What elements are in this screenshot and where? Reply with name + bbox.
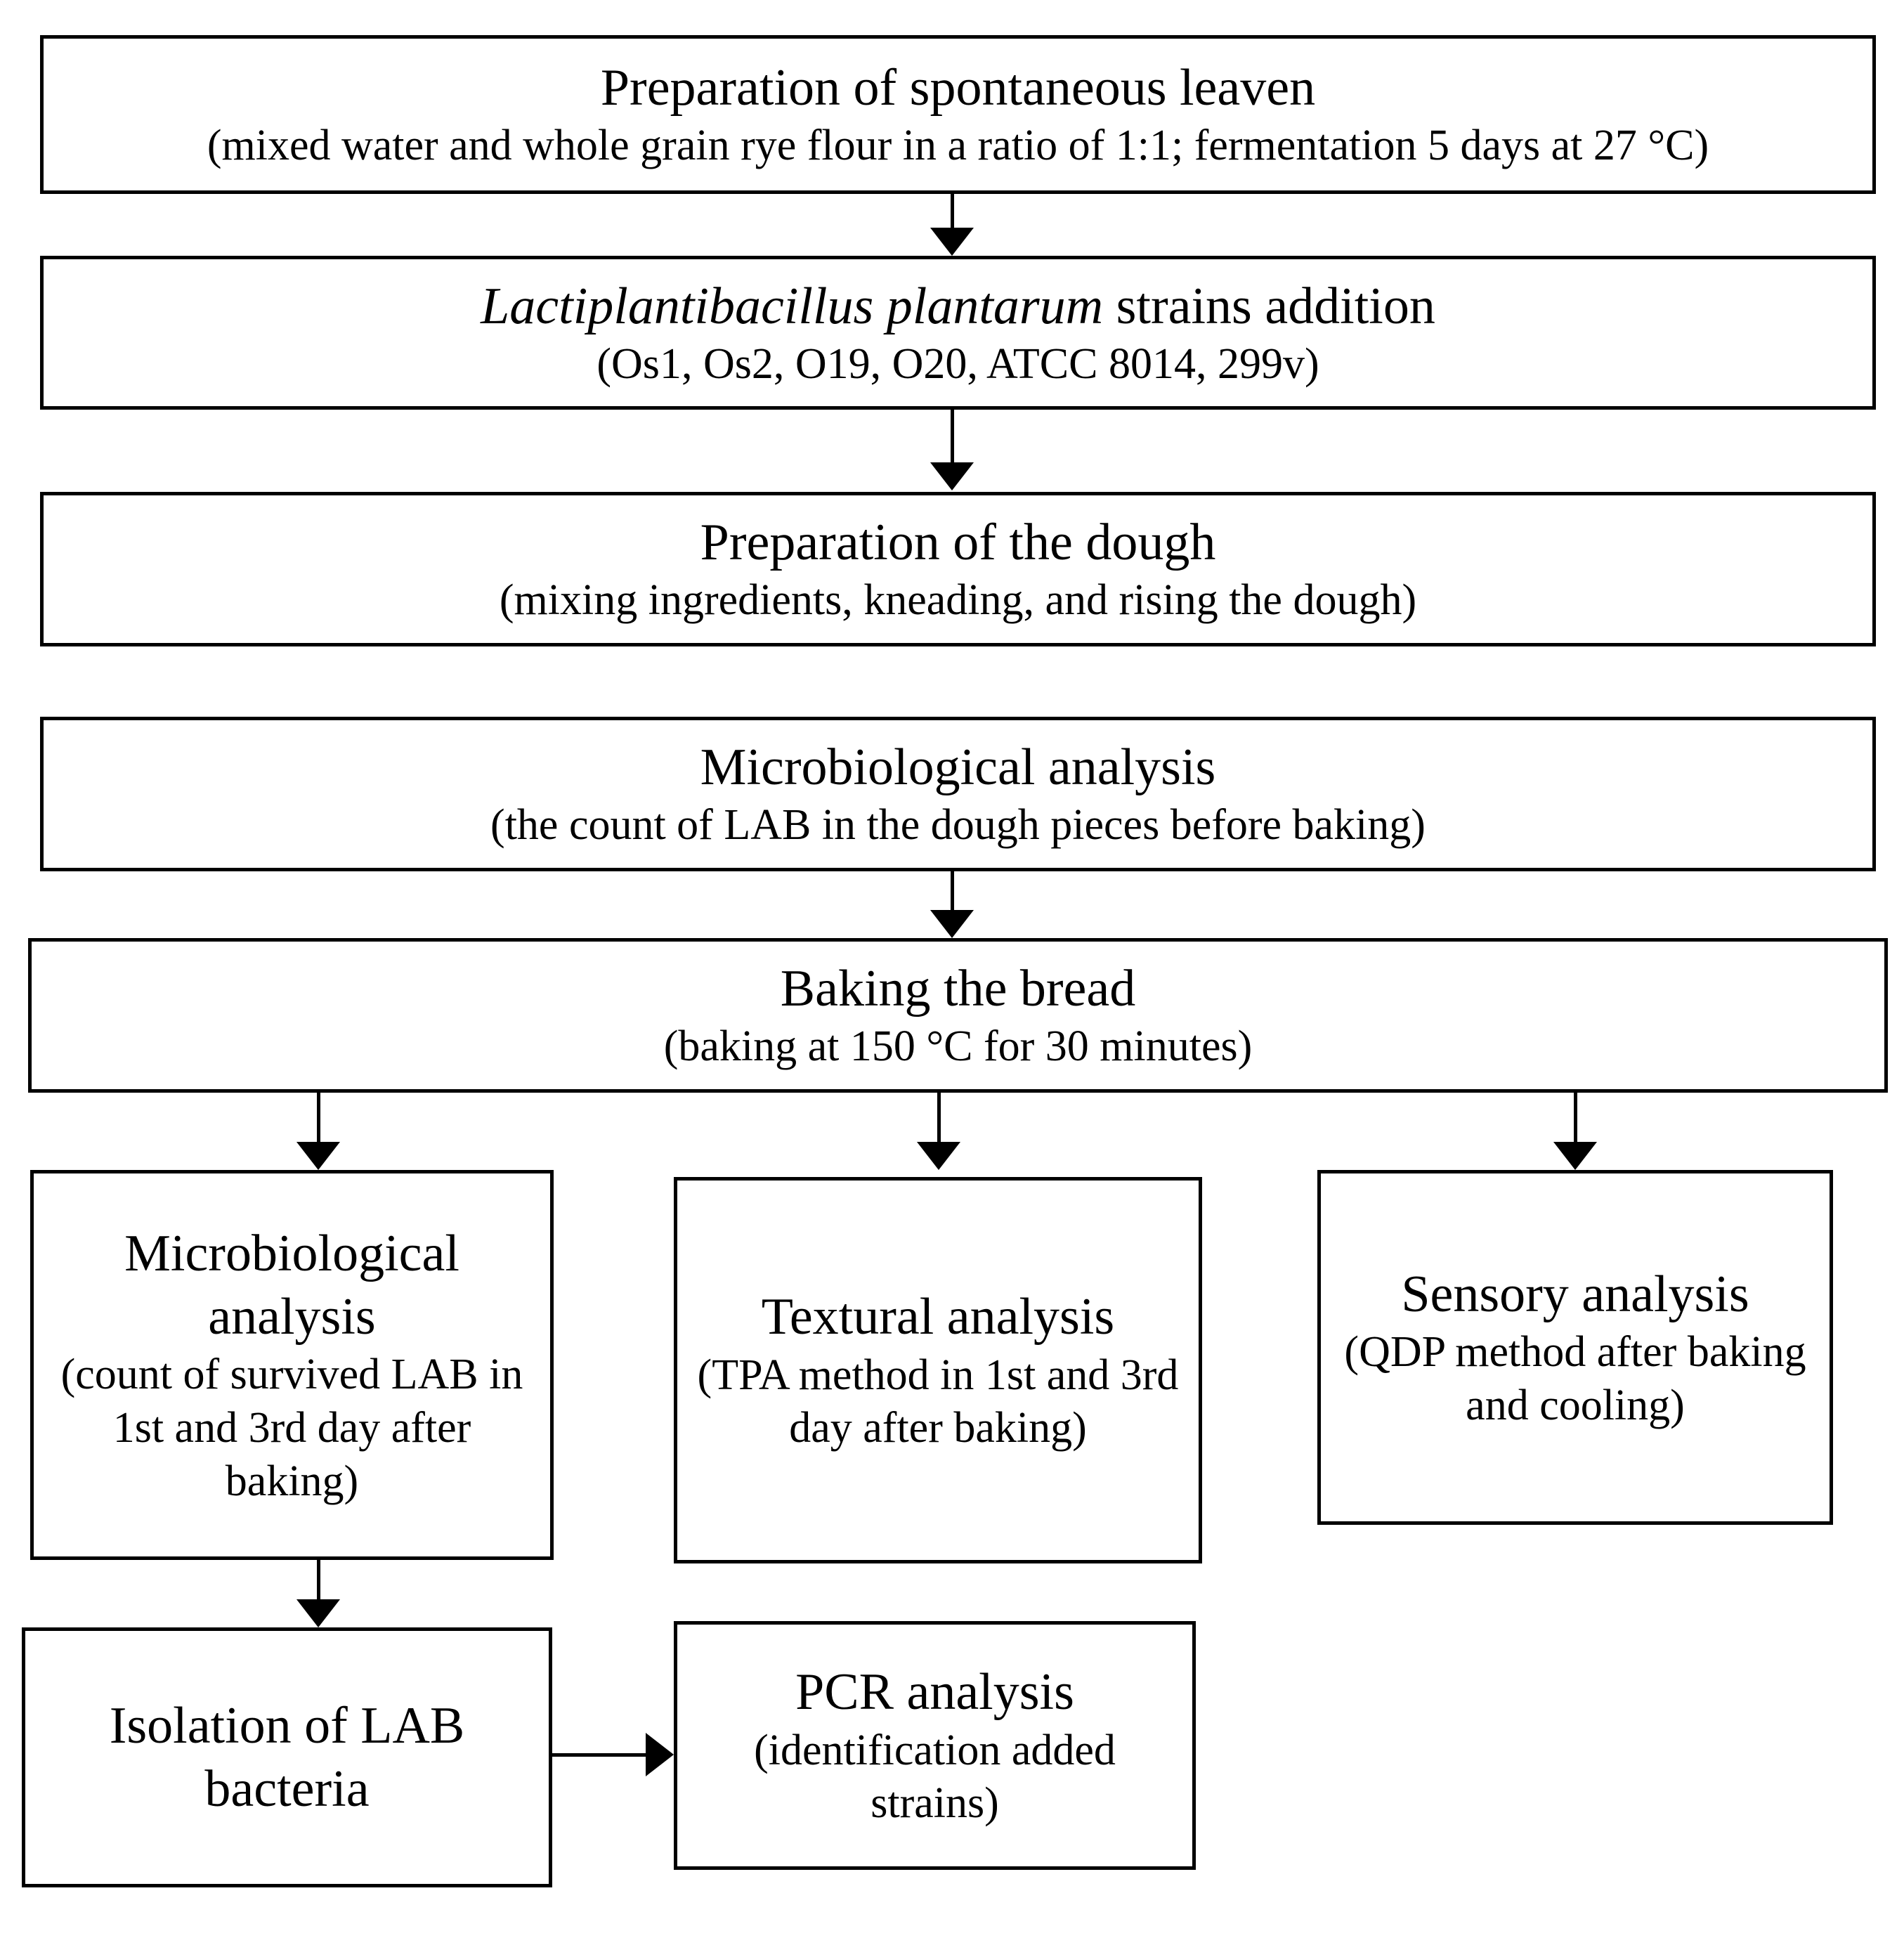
arrow-baking-to-microbiological xyxy=(294,1093,343,1170)
arrow-leaven-to-strains xyxy=(927,194,977,256)
node-pcr-analysis-title: PCR analysis xyxy=(795,1663,1074,1722)
node-baking-bread-title: Baking the bread xyxy=(780,960,1136,1018)
node-pcr-analysis xyxy=(674,1621,1196,1870)
node-microbiological-after-title: Microbiological analysis xyxy=(124,1224,459,1346)
node-strains-addition-title xyxy=(481,275,1435,338)
strains-title-rest: strains addition xyxy=(1103,277,1435,335)
arrow-strains-to-dough xyxy=(927,410,977,490)
node-dough-preparation xyxy=(40,492,1876,646)
arrow-microbiological-to-isolation xyxy=(294,1560,343,1627)
node-strains-addition-subtitle: (Os1, Os2, O19, O20, ATCC 8014, 299v) xyxy=(596,339,1319,388)
node-microbiological-before-title: Microbiological analysis xyxy=(700,739,1216,797)
arrow-micro-to-baking xyxy=(927,871,977,938)
node-microbiological-before xyxy=(40,717,1876,871)
arrow-baking-to-textural xyxy=(914,1093,963,1170)
arrow-isolation-to-pcr xyxy=(552,1730,674,1779)
strains-species-name: Lactiplantibacillus plantarum xyxy=(481,277,1104,335)
node-sensory-analysis xyxy=(1317,1170,1833,1525)
node-strains-addition xyxy=(40,256,1876,410)
arrow-baking-to-sensory xyxy=(1551,1093,1600,1170)
node-textural-analysis-subtitle: (TPA method in 1st and 3rd day after baking) xyxy=(697,1351,1179,1452)
node-sensory-analysis-subtitle: (QDP method after baking and cooling) xyxy=(1344,1328,1806,1429)
node-isolation-lab xyxy=(22,1627,552,1887)
node-isolation-lab-title: Isolation of LAB bacteria xyxy=(109,1696,465,1818)
node-spontaneous-leaven xyxy=(40,35,1876,194)
node-textural-analysis-title: Textural analysis xyxy=(761,1288,1115,1346)
node-textural-analysis xyxy=(674,1177,1202,1563)
node-microbiological-after xyxy=(30,1170,554,1560)
node-dough-preparation-title: Preparation of the dough xyxy=(700,514,1216,572)
node-spontaneous-leaven-subtitle: (mixed water and whole grain rye flour in a ratio of 1:1; fermentation 5 days at 27 °C) xyxy=(207,122,1709,170)
node-microbiological-before-subtitle: (the count of LAB in the dough pieces before baking) xyxy=(490,801,1426,850)
node-dough-preparation-subtitle: (mixing ingredients, kneading, and rising the dough) xyxy=(499,576,1417,625)
node-spontaneous-leaven-title: Preparation of spontaneous leaven xyxy=(600,59,1316,117)
node-microbiological-after-subtitle: (count of survived LAB in 1st and 3rd day after baking) xyxy=(60,1351,523,1505)
node-baking-bread xyxy=(28,938,1888,1093)
node-pcr-analysis-subtitle: (identification added strains) xyxy=(754,1726,1116,1828)
node-sensory-analysis-title: Sensory analysis xyxy=(1401,1265,1749,1323)
node-baking-bread-subtitle: (baking at 150 °C for 30 minutes) xyxy=(663,1022,1253,1071)
